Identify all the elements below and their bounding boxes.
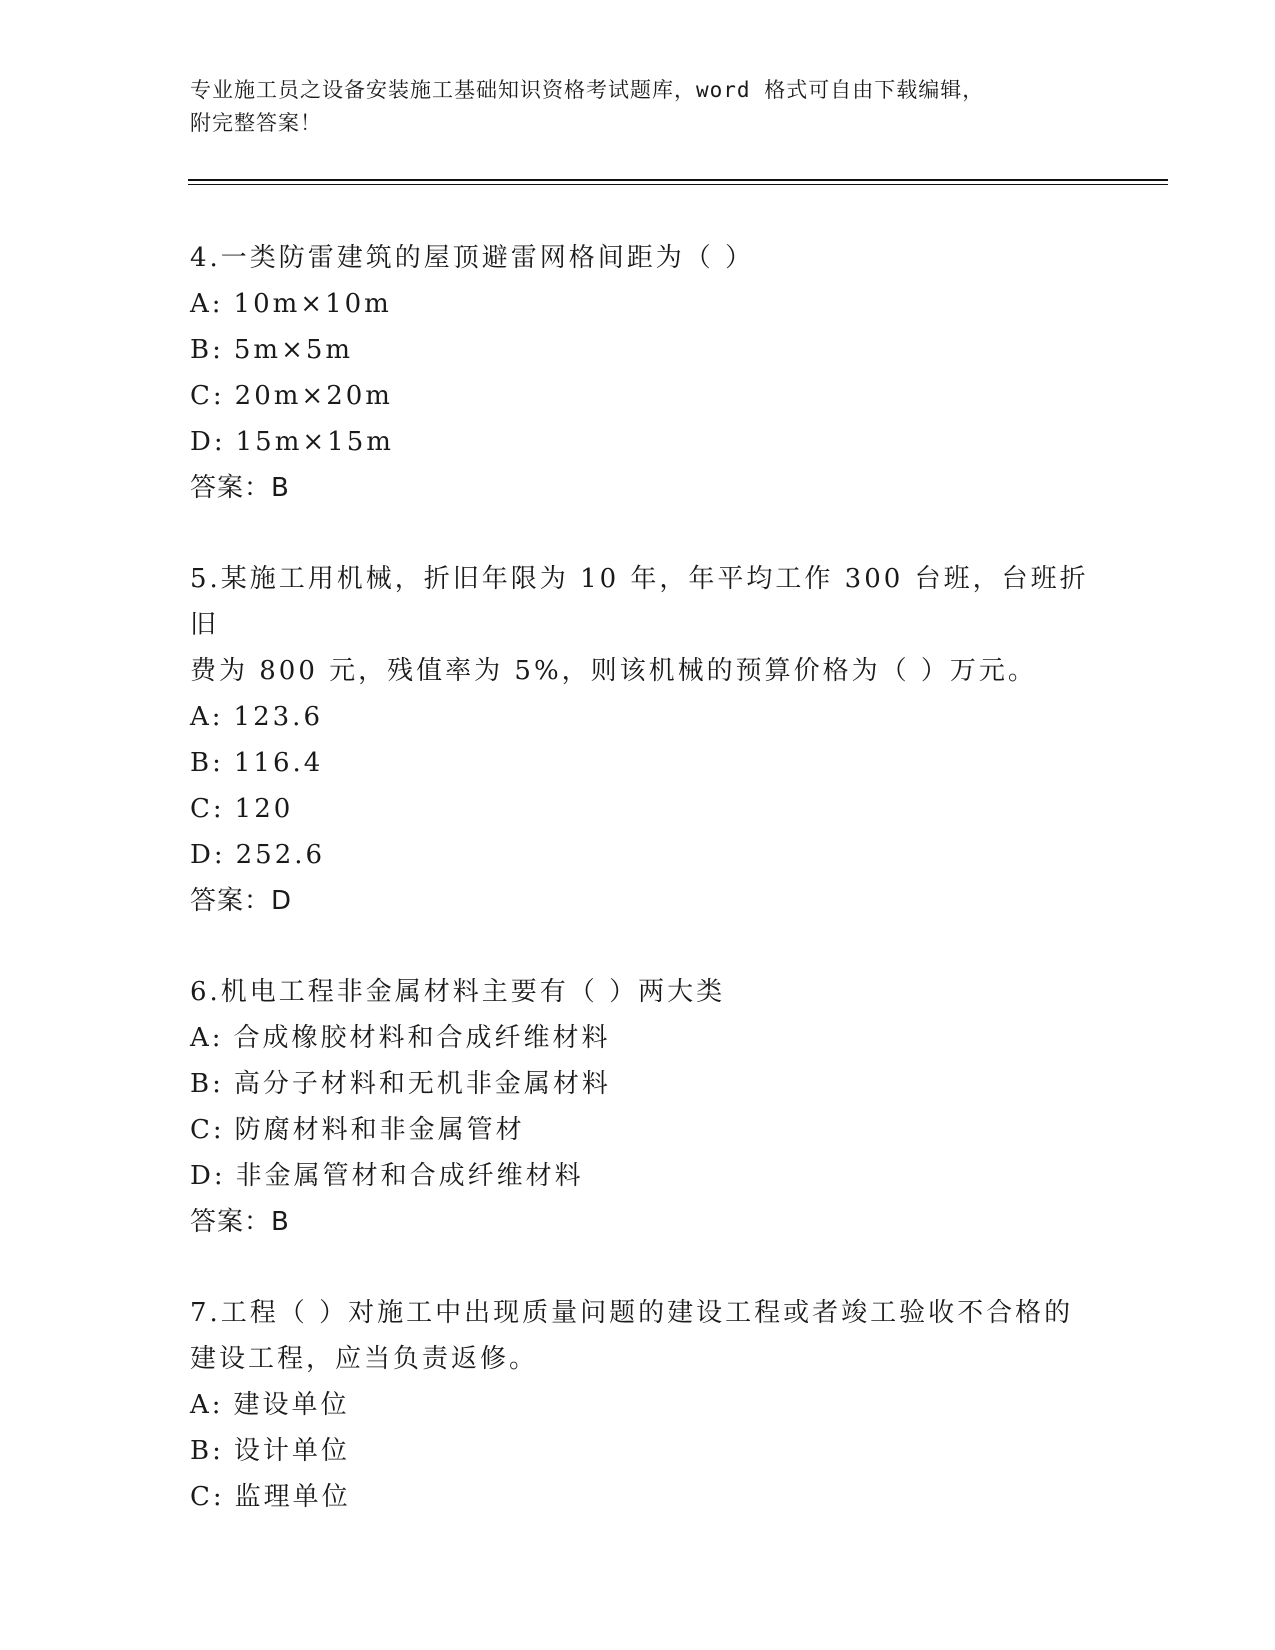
option-text: 15m×15m <box>235 427 394 457</box>
option-text: 非金属管材和合成纤维材料 <box>235 1161 584 1191</box>
option-text: 5m×5m <box>233 335 354 365</box>
question-stem: 4.一类防雷建筑的屋顶避雷网格间距为（ ） <box>190 243 755 273</box>
option-key: C <box>190 1482 213 1512</box>
option-key: A <box>190 289 212 319</box>
option-c <box>190 1107 1090 1153</box>
question-stem-line-2: 费为 800 元，残值率为 5%，则该机械的预算价格为（ ）万元。 <box>190 656 1037 686</box>
option-d <box>190 419 1090 465</box>
option-key: C <box>190 1115 213 1145</box>
option-a <box>190 1382 1090 1428</box>
option-key: D <box>190 427 214 457</box>
option-separator: : <box>211 289 224 319</box>
option-text: 高分子材料和无机非金属材料 <box>233 1069 611 1099</box>
question-stem-line-1: 7.工程（ ）对施工中出现质量问题的建设工程或者竣工验收不合格的 <box>190 1298 1074 1328</box>
option-text: 252.6 <box>235 840 326 870</box>
option-key: C <box>190 381 213 411</box>
option-text: 建设单位 <box>233 1390 350 1420</box>
option-text: 20m×20m <box>234 381 393 411</box>
question-stem-line-1: 5.某施工用机械，折旧年限为 10 年，年平均工作 300 台班，台班折旧 <box>190 564 1089 640</box>
option-separator: : <box>211 1390 224 1420</box>
question-list <box>190 235 1090 1565</box>
option-key: B <box>190 1436 213 1466</box>
option-key: B <box>190 1069 213 1099</box>
option-c <box>190 1474 1090 1520</box>
option-key: D <box>190 840 214 870</box>
answer-text: 答案：B <box>190 473 290 503</box>
option-separator: : <box>213 427 226 457</box>
option-separator: : <box>213 1161 226 1191</box>
option-key: D <box>190 1161 214 1191</box>
option-key: A <box>190 1390 212 1420</box>
option-d <box>190 832 1090 878</box>
option-key: A <box>190 1023 212 1053</box>
option-c <box>190 786 1090 832</box>
option-key: C <box>190 794 213 824</box>
option-separator: : <box>212 335 224 365</box>
option-key: B <box>190 335 213 365</box>
answer-text: 答案：B <box>190 1207 290 1237</box>
option-separator: : <box>212 794 225 824</box>
question-stem-line-2: 建设工程，应当负责返修。 <box>190 1344 539 1374</box>
option-key: B <box>190 748 213 778</box>
option-separator: : <box>211 1023 224 1053</box>
header-divider-thick <box>188 179 1168 181</box>
option-b <box>190 327 1090 373</box>
header-line-1: 专业施工员之设备安装施工基础知识资格考试题库，word 格式可自由下载编辑， <box>190 78 985 102</box>
document-header <box>190 74 1090 140</box>
option-b <box>190 1428 1090 1474</box>
question-5 <box>190 556 1090 924</box>
option-separator: : <box>212 1482 225 1512</box>
answer-text: 答案：D <box>190 886 293 916</box>
option-separator: : <box>213 840 226 870</box>
option-c <box>190 373 1090 419</box>
option-a <box>190 281 1090 327</box>
option-text: 合成橡胶材料和合成纤维材料 <box>233 1023 611 1053</box>
option-text: 监理单位 <box>234 1482 351 1512</box>
header-divider-thin <box>188 184 1168 185</box>
question-6 <box>190 969 1090 1245</box>
option-separator: : <box>211 702 224 732</box>
option-separator: : <box>212 1436 224 1466</box>
option-separator: : <box>212 381 225 411</box>
option-a <box>190 1015 1090 1061</box>
option-text: 123.6 <box>233 702 323 732</box>
question-stem: 6.机电工程非金属材料主要有（ ）两大类 <box>190 977 726 1007</box>
question-4 <box>190 235 1090 511</box>
option-separator: : <box>212 1115 225 1145</box>
header-line-2: 附完整答案！ <box>190 111 322 135</box>
option-text: 设计单位 <box>233 1436 350 1466</box>
option-text: 防腐材料和非金属管材 <box>234 1115 525 1145</box>
option-text: 116.4 <box>233 748 324 778</box>
option-text: 120 <box>234 794 294 824</box>
option-separator: : <box>212 748 224 778</box>
option-b <box>190 1061 1090 1107</box>
option-b <box>190 740 1090 786</box>
option-a <box>190 694 1090 740</box>
option-d <box>190 1153 1090 1199</box>
option-key: A <box>190 702 212 732</box>
question-7 <box>190 1290 1090 1520</box>
option-text: 10m×10m <box>233 289 392 319</box>
option-separator: : <box>212 1069 224 1099</box>
